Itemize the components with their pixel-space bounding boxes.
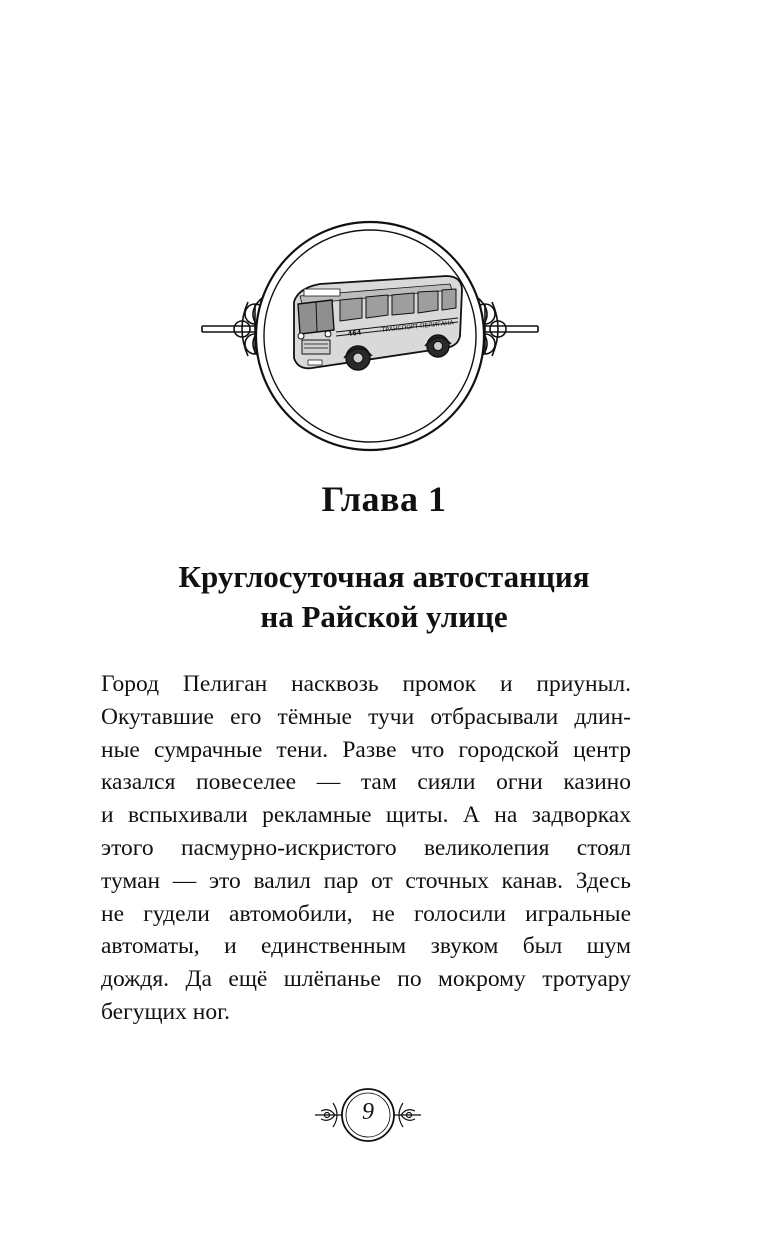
paragraph-line: и вспыхивали рекламные щиты. А на задворках (101, 802, 631, 829)
bus-icon (294, 276, 462, 370)
paragraph-line: Окутавшие его тёмные тучи отбрасывали длин- (101, 703, 631, 730)
chapter-number: Глава 1 (321, 479, 447, 519)
chapter-emblem (200, 218, 540, 458)
paragraph-line: Город Пелиган насквозь промок и приуныл. (101, 671, 631, 697)
chapter-title-line: Круглосуточная автостанция (178, 559, 590, 594)
paragraph-line: туман — это валил пар от сточных канав. Здесь (101, 867, 631, 894)
page-number: 9 (362, 1099, 374, 1125)
paragraph-line: этого пасмурно-искристого великолепия стоял (101, 834, 631, 861)
paragraph-line: дождя. Да ещё шлёпанье по мокрому тротуару (101, 966, 631, 993)
chapter-title (0, 557, 768, 637)
paragraph-line: бегущих ног. (101, 998, 230, 1025)
paragraph-line: не гудели автомобили, не голосили игральные (101, 900, 631, 927)
paragraph-line: ные сумрачные тени. Разве что городской центр (101, 736, 631, 763)
paragraph-line: автоматы, и единственным звуком был шум (101, 933, 631, 960)
bus-side-text: ТРАНСПОРТ ПЕЛИГАНА (381, 319, 455, 334)
bus-number: 464 (347, 328, 362, 338)
paragraph-line: казался повеселее — там сияли огни казино (101, 769, 631, 796)
chapter-title-line: на Райской улице (260, 599, 508, 634)
body-paragraph (101, 668, 631, 1029)
